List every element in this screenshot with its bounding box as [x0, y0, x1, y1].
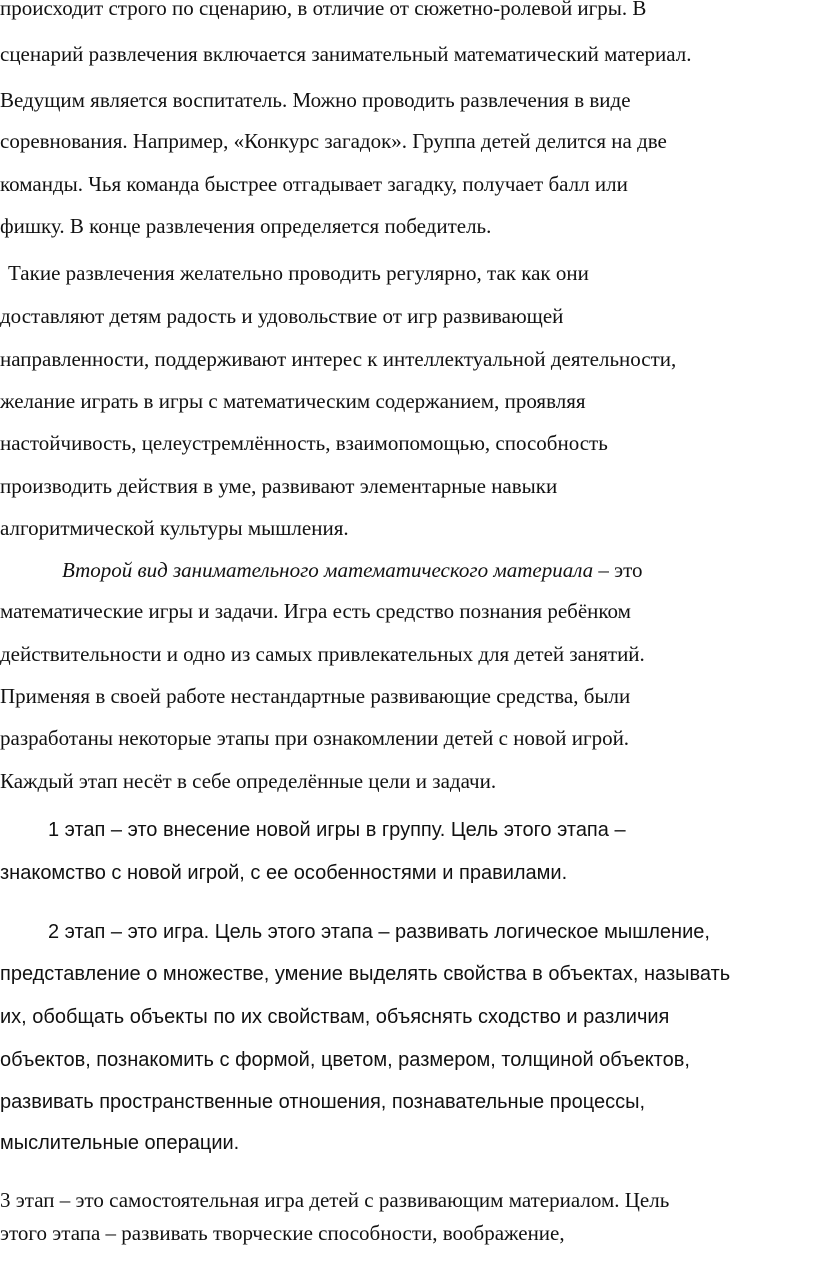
stage-2-line: развивать пространственные отношения, познавательные процессы, — [0, 1091, 645, 1113]
paragraph-1-line: команды. Чья команда быстрее отгадывает загадку, получает балл или — [0, 172, 628, 196]
paragraph-2-line: направленности, поддерживают интерес к интеллектуальной деятельности, — [0, 347, 677, 371]
paragraph-3-first-line — [62, 556, 643, 584]
paragraph-1-line: фишку. В конце развлечения определяется победитель. — [0, 214, 492, 238]
stage-1-line: знакомство с новой игрой, с ее особенностями и правилами. — [0, 862, 568, 884]
stage-2-line: объектов, познакомить с формой, цветом, размером, толщиной объектов, — [0, 1049, 690, 1071]
stage-2-line: 2 этап – это игра. Цель этого этапа – развивать логическое мышление, — [48, 921, 710, 943]
paragraph-1-line: соревнования. Например, «Конкурс загадок». Группа детей делится на две — [0, 129, 667, 153]
paragraph-3-line: Каждый этап несёт в себе определённые цели и задачи. — [0, 769, 497, 793]
stage-1-line: 1 этап – это внесение новой игры в группу. Цель этого этапа – — [48, 819, 626, 841]
paragraph-3-line: математические игры и задачи. Игра есть средство познания ребёнком — [0, 599, 631, 623]
paragraph-2-line: настойчивость, целеустремлённость, взаимопомощью, способность — [0, 431, 608, 455]
paragraph-2-line: Такие развлечения желательно проводить регулярно, так как они — [8, 261, 589, 285]
stage-3-line: 3 этап – это самостоятельная игра детей с развивающим материалом. Цель — [0, 1188, 670, 1212]
lead-rest: – это — [593, 558, 643, 582]
paragraph-2-line: доставляют детям радость и удовольствие от игр развивающей — [0, 304, 564, 328]
paragraph-3-line: Применяя в своей работе нестандартные развивающие средства, были — [0, 684, 631, 708]
paragraph-2-line: желание играть в игры с математическим содержанием, проявляя — [0, 389, 586, 413]
paragraph-1-line: происходит строго по сценарию, в отличие от сюжетно-ролевой игры. В — [0, 0, 647, 20]
paragraph-2-line: алгоритмической культуры мышления. — [0, 516, 349, 540]
paragraph-3-line: действительности и одно из самых привлекательных для детей занятий. — [0, 642, 645, 666]
paragraph-1-line: Ведущим является воспитатель. Можно проводить развлечения в виде — [0, 88, 631, 112]
stage-2-line: мыслительные операции. — [0, 1132, 240, 1154]
paragraph-2-line: производить действия в уме, развивают элементарные навыки — [0, 474, 558, 498]
stage-2-line: представление о множестве, умение выделять свойства в объектах, называть — [0, 963, 731, 985]
paragraph-3-line: разработаны некоторые этапы при ознакомлении детей с новой игрой. — [0, 726, 630, 750]
paragraph-1-line: сценарий развлечения включается занимательный математический материал. — [0, 42, 692, 66]
stage-3-line: этого этапа – развивать творческие способности, воображение, — [0, 1221, 565, 1245]
italic-lead: Второй вид занимательного математического материала — [62, 558, 594, 582]
stage-2-line: их, обобщать объекты по их свойствам, объяснять сходство и различия — [0, 1006, 670, 1028]
